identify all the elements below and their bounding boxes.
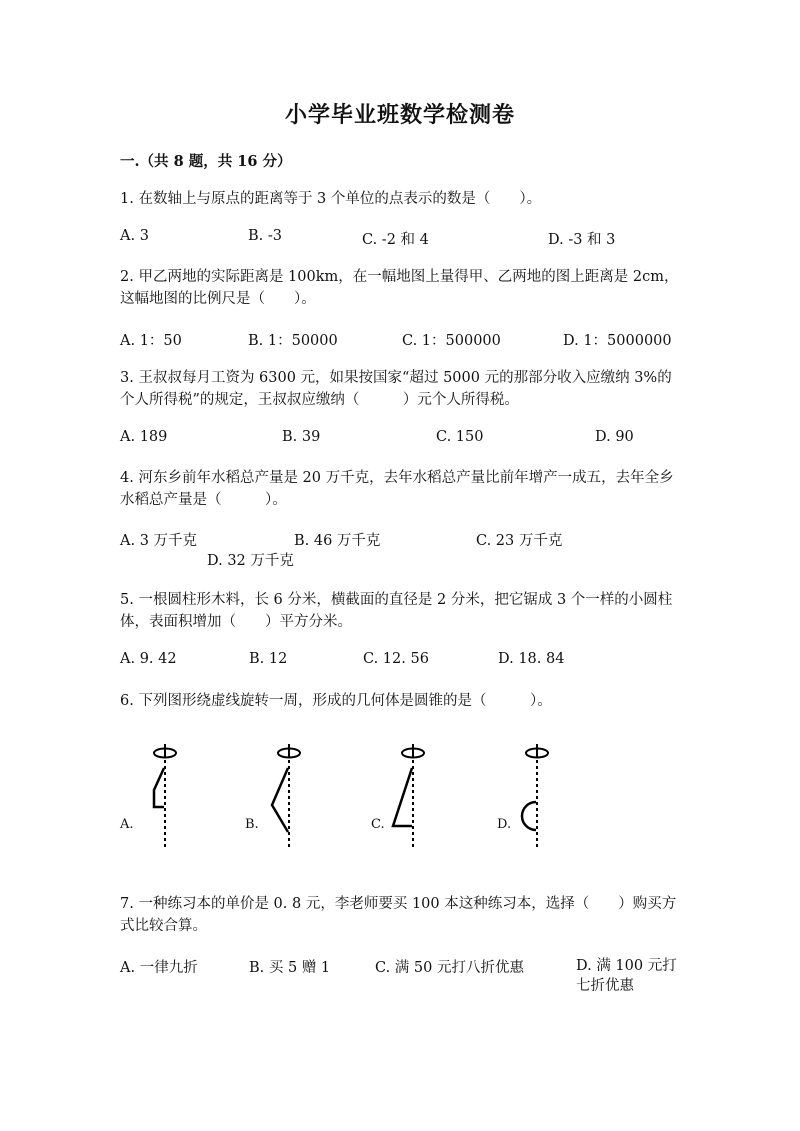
question-6: 6. 下列图形绕虚线旋转一周，形成的几何体是圆锥的是（ ）。 [120, 693, 552, 709]
q6-option-b[interactable]: B. [245, 817, 259, 832]
q3-option-b[interactable]: B. 39 [282, 429, 321, 445]
q6-figures [120, 740, 560, 855]
question-4: 4. 河东乡前年水稻总产量是 20 万千克，去年水稻总产量比前年增产一成五，去年全乡水稻总产量是（ ）。 [120, 470, 674, 508]
page-title: 小学毕业班数学检测卷 [284, 102, 515, 128]
q5-option-b[interactable]: B. 12 [249, 651, 288, 667]
q7-option-b[interactable]: B. 买 5 赠 1 [249, 960, 331, 976]
figure-c [382, 740, 442, 852]
q7-option-d[interactable]: D. 满 100 元打七折优惠 [576, 958, 677, 994]
figure-b [258, 740, 318, 852]
q2-option-c[interactable]: C. 1：500000 [402, 333, 501, 349]
question-1: 1. 在数轴上与原点的距离等于 3 个单位的点表示的数是（ ）。 [120, 191, 542, 207]
question-3: 3. 王叔叔每月工资为 6300 元，如果按国家“超过 5000 元的那部分收入应缴纳 3%的个人所得税”的规定，王叔叔应缴纳（ ）元个人所得税。 [120, 370, 672, 408]
question-7: 7. 一种练习本的单价是 0. 8 元，李老师要买 100 本这种练习本，选择（ ）购买方式比较合算。 [120, 896, 677, 934]
section-heading: 一.（共 8 题，共 16 分） [120, 153, 292, 170]
q1-option-c[interactable]: C. -2 和 4 [362, 232, 429, 248]
question-5: 5. 一根圆柱形木料，长 6 分米，横截面的直径是 2 分米，把它锯成 3 个一样的小圆柱体，表面积增加（ ）平方分米。 [120, 592, 673, 630]
q4-option-c[interactable]: C. 23 万千克 [476, 533, 563, 549]
figure-d [506, 740, 566, 852]
q5-option-c[interactable]: C. 12. 56 [363, 651, 429, 667]
q6-option-a[interactable]: A. [120, 817, 134, 832]
q6-option-d[interactable]: D. [497, 817, 512, 832]
q3-option-d[interactable]: D. 90 [595, 429, 634, 445]
figure-a [134, 740, 194, 852]
q6-option-c[interactable]: C. [371, 817, 385, 832]
q2-option-b[interactable]: B. 1：50000 [248, 333, 338, 349]
q7-option-a[interactable]: A. 一律九折 [120, 960, 198, 976]
q7-option-c[interactable]: C. 满 50 元打八折优惠 [375, 960, 524, 976]
q2-option-d[interactable]: D. 1：5000000 [563, 333, 672, 349]
q4-option-d[interactable]: D. 32 万千克 [207, 553, 294, 569]
q2-option-a[interactable]: A. 1：50 [120, 333, 182, 349]
q4-option-b[interactable]: B. 46 万千克 [294, 533, 381, 549]
question-2: 2. 甲乙两地的实际距离是 100km，在一幅地图上量得甲、乙两地的图上距离是 2cm，这幅地图的比例尺是（ ）。 [120, 269, 679, 307]
q3-option-c[interactable]: C. 150 [436, 429, 484, 445]
q1-option-b[interactable]: B. -3 [248, 228, 282, 244]
q1-option-d[interactable]: D. -3 和 3 [548, 232, 616, 248]
q4-option-a[interactable]: A. 3 万千克 [120, 533, 198, 549]
q3-option-a[interactable]: A. 189 [120, 429, 168, 445]
q5-option-a[interactable]: A. 9. 42 [120, 651, 177, 667]
q1-option-a[interactable]: A. 3 [120, 228, 149, 244]
q5-option-d[interactable]: D. 18. 84 [498, 651, 565, 667]
